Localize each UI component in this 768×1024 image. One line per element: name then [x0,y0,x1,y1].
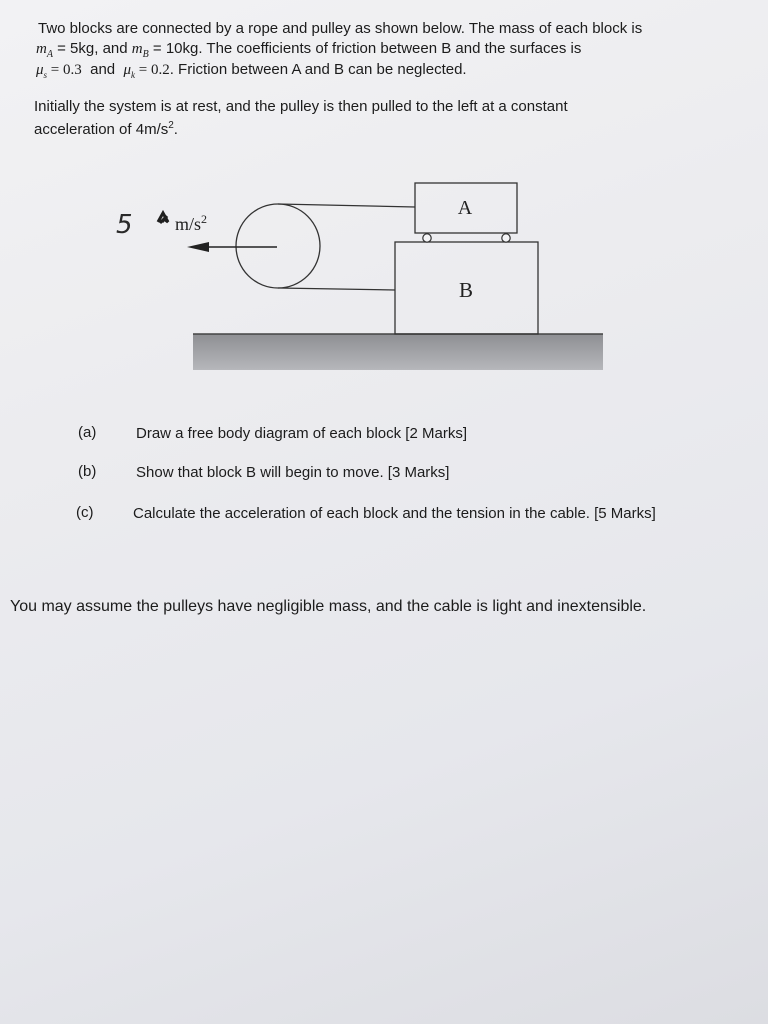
mass-a-subscript: A [46,49,53,60]
mu-s-symbol: μ [36,62,44,78]
question-b-label: (b) [78,463,97,480]
friction-note: . Friction between A and B can be neglected. [169,61,467,78]
mass-b-symbol: m [131,41,143,57]
pulley-block-diagram [0,0,768,400]
handwritten-acceleration-value: 5 [116,210,133,240]
mu-s-subscript: s [43,70,48,80]
scribble-mark [158,213,168,223]
ground-surface [193,334,603,370]
rope-to-block-a [278,204,415,207]
problem-line-initial: Initially the system is at rest, and the pulley is then pulled to the left at a constant [34,98,568,115]
question-c-text: Calculate the acceleration of each block and the tension in the cable. [5 Marks] [133,505,656,522]
acceleration-text: acceleration of 4m/s [34,121,169,138]
pulley [236,204,320,288]
question-c-label: (c) [76,504,94,521]
rope-to-block-b [278,288,395,290]
question-a-label: (a) [78,424,97,441]
mu-k-value: = 0.2 [135,62,170,78]
block-a-wheel-left [423,234,431,242]
block-b-label: B [458,278,474,302]
mu-k-subscript: k [131,70,135,80]
acceleration-unit-sup: 2 [201,212,208,226]
question-a-text: Draw a free body diagram of each block [2 Marks] [136,425,467,442]
block-a-label: A [457,197,473,219]
mu-s-value: = 0.3 [47,62,82,78]
footer-assumption-note: You may assume the pulleys have negligible mass, and the cable is light and inextensible. [10,598,647,615]
mass-b-value: = 10kg. The coefficients of friction between B and the surfaces is [148,40,582,57]
question-b-text: Show that block B will begin to move. [3 Marks] [136,464,450,481]
mass-a-symbol: m [36,41,47,57]
mass-a-value: = 5kg, and [52,40,132,57]
acceleration-unit-label [175,212,207,234]
and-word: and [81,61,124,78]
acceleration-unit: m/s [175,214,202,234]
acceleration-sup: 2 [168,120,174,131]
problem-line-1: Two blocks are connected by a rope and pulley as shown below. The mass of each block is [38,20,643,37]
acceleration-period: . [173,121,178,138]
mu-k-symbol: μ [123,62,131,78]
block-a-wheel-right [502,234,510,242]
mass-b-subscript: B [142,49,149,60]
acceleration-arrow-head [187,242,209,252]
